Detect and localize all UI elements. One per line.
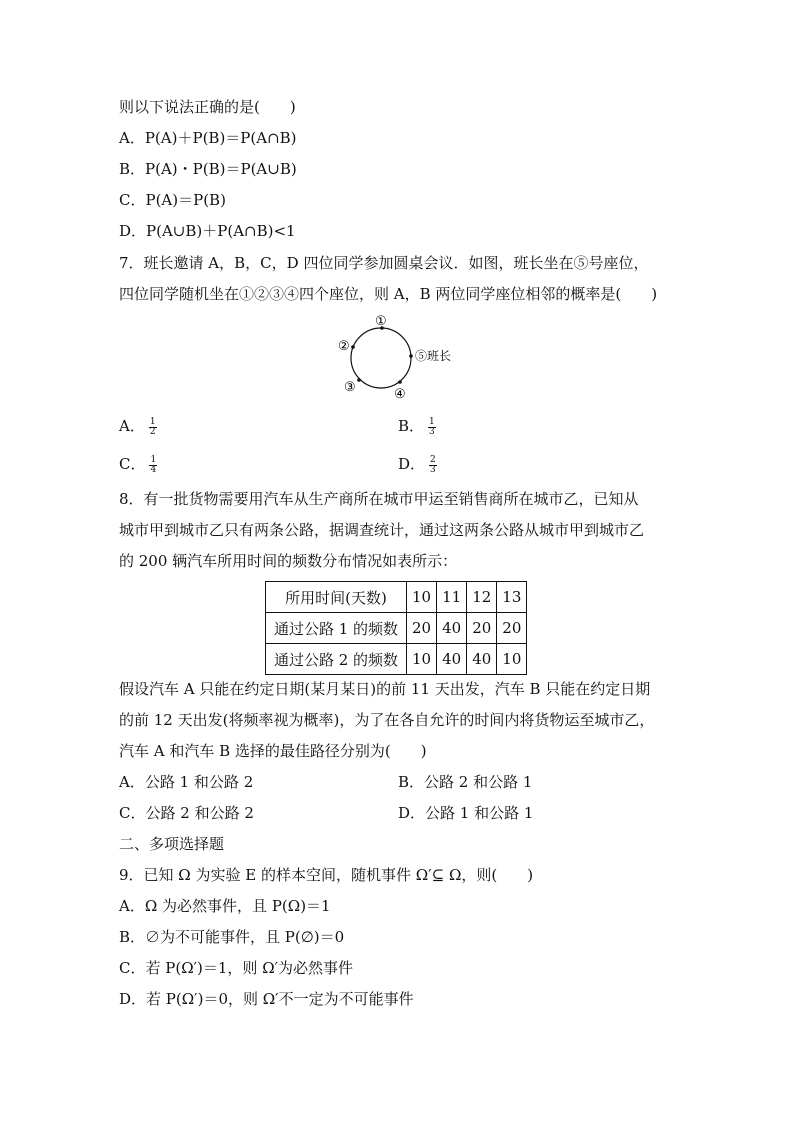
seat-5-dot bbox=[409, 354, 413, 358]
table-cell: 20 bbox=[497, 613, 527, 644]
table-cell: 40 bbox=[467, 644, 497, 675]
table-header-row bbox=[266, 582, 527, 613]
q8-option-a: A．公路 1 和公路 2 bbox=[119, 773, 254, 791]
seat-3-label: ③ bbox=[344, 380, 356, 395]
seat-4-dot bbox=[398, 380, 402, 384]
frequency-table bbox=[265, 581, 527, 675]
q6-option-a: A．P(A)＋P(B)＝P(A∩B) bbox=[119, 129, 297, 147]
q8-option-c: C．公路 2 和公路 2 bbox=[119, 804, 254, 822]
seat-1-label: ① bbox=[375, 314, 387, 329]
seat-2-dot bbox=[351, 345, 355, 349]
table-cell: 10 bbox=[407, 644, 437, 675]
q6-option-d: D．P(A∪B)＋P(A∩B)<1 bbox=[119, 222, 296, 240]
table-cell: 10 bbox=[497, 644, 527, 675]
table-row-label: 通过公路 1 的频数 bbox=[266, 613, 407, 644]
q7-option-c: C． $\frac{1}{4}$ bbox=[119, 454, 157, 475]
q8-stem-line-3: 的 200 辆汽车所用时间的频数分布情况如表所示： bbox=[119, 552, 458, 570]
q8-stem-line-2: 城市甲到城市乙只有两条公路，据调查统计，通过这两条公路从城市甲到城市乙 bbox=[119, 521, 645, 539]
q9-option-b: B．∅为不可能事件，且 P(∅)＝0 bbox=[119, 928, 345, 946]
seat-2-label: ② bbox=[338, 339, 350, 354]
table-cell: 40 bbox=[437, 644, 467, 675]
table-row-label: 通过公路 2 的频数 bbox=[266, 644, 407, 675]
table-header-label: 所用时间(天数) bbox=[266, 582, 407, 613]
table-cell: 20 bbox=[467, 613, 497, 644]
q6-option-b: B．P(A)・P(B)＝P(A∪B) bbox=[119, 160, 297, 178]
q9-option-c: C．若 P(Ω′)＝1，则 Ω′为必然事件 bbox=[119, 959, 354, 977]
q8-stem-line-1: 8．有一批货物需要用汽车从生产商所在城市甲运至销售商所在城市乙，已知从 bbox=[119, 490, 639, 508]
fraction: $\frac{1}{4}$ bbox=[150, 454, 157, 475]
fraction: $\frac{1}{2}$ bbox=[149, 416, 156, 437]
table-cell: 20 bbox=[407, 613, 437, 644]
table-cell: 40 bbox=[437, 613, 467, 644]
seat-5-label: ⑤班长 bbox=[415, 349, 452, 363]
q9-stem: 9．已知 Ω 为实验 E 的样本空间，随机事件 Ω′⊆ Ω，则( ) bbox=[119, 866, 534, 884]
q7-stem-line-2: 四位同学随机坐在①②③④四个座位，则 A，B 两位同学座位相邻的概率是( ) bbox=[119, 285, 658, 303]
q6-stem: 则以下说法正确的是( ) bbox=[119, 98, 296, 116]
section-title: 二、多项选择题 bbox=[119, 835, 225, 853]
q8-option-b: B．公路 2 和公路 1 bbox=[398, 773, 533, 791]
table-cell: 10 bbox=[407, 582, 437, 613]
table-cell: 13 bbox=[497, 582, 527, 613]
q7-option-d: D． $\frac{2}{3}$ bbox=[398, 454, 436, 475]
q8-after-line-1: 假设汽车 A 只能在约定日期(某月某日)的前 11 天出发，汽车 B 只能在约定日期 bbox=[119, 680, 651, 698]
q9-option-d: D．若 P(Ω′)＝0，则 Ω′不一定为不可能事件 bbox=[119, 990, 414, 1008]
fraction: $\frac{2}{3}$ bbox=[430, 454, 436, 475]
q7-option-a: A． $\frac{1}{2}$ bbox=[119, 416, 156, 437]
q8-option-d: D．公路 1 和公路 1 bbox=[398, 804, 534, 822]
fraction: $\frac{1}{3}$ bbox=[429, 416, 435, 437]
seat-4-label: ④ bbox=[394, 387, 406, 402]
table-cell: 11 bbox=[437, 582, 467, 613]
table-cell: 12 bbox=[467, 582, 497, 613]
table-row bbox=[266, 644, 527, 675]
q8-after-line-3: 汽车 A 和汽车 B 选择的最佳路径分别为( ) bbox=[119, 742, 427, 760]
q7-stem-line-1: 7．班长邀请 A，B，C，D 四位同学参加圆桌会议．如图，班长坐在⑤号座位， bbox=[119, 254, 649, 272]
seat-3-dot bbox=[357, 378, 361, 382]
q7-option-b: B． $\frac{1}{3}$ bbox=[398, 416, 435, 437]
round-table-figure bbox=[330, 310, 470, 402]
q9-option-a: A．Ω 为必然事件，且 P(Ω)＝1 bbox=[119, 897, 331, 915]
table-row bbox=[266, 613, 527, 644]
q6-option-c: C．P(A)＝P(B) bbox=[119, 191, 226, 209]
q8-after-line-2: 的前 12 天出发(将频率视为概率)，为了在各自允许的时间内将货物运至城市乙， bbox=[119, 711, 655, 729]
